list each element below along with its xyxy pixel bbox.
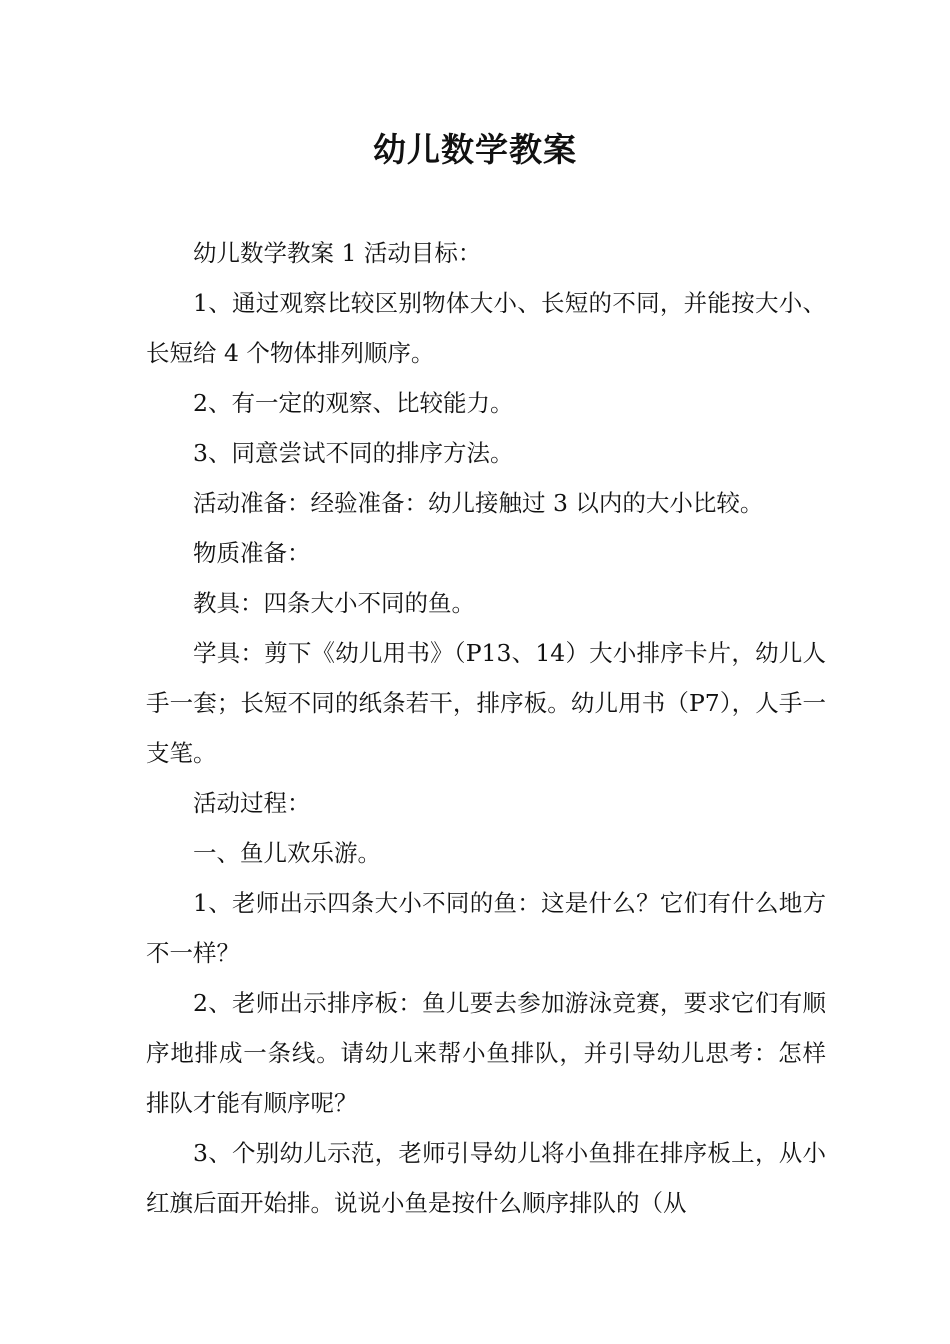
paragraph-goal-2: 2、有一定的观察、比较能力。 (193, 389, 514, 417)
paragraph-process-heading: 活动过程： (193, 789, 311, 817)
paragraph-material-heading: 物质准备： (193, 539, 311, 567)
paragraph-goal-1: 1、通过观察比较区别物体大小、长短的不同，并能按大小、长短给 4 个物体排列顺序。 (146, 289, 826, 367)
paragraph-section-1: 一、鱼儿欢乐游。 (193, 839, 381, 867)
paragraph-preparation: 活动准备：经验准备：幼儿接触过 3 以内的大小比较。 (193, 489, 764, 517)
paragraph-step-2: 2、老师出示排序板：鱼儿要去参加游泳竞赛，要求它们有顺序地排成一条线。请幼儿来帮小鱼排队，并引导幼儿思考：怎样排队才能有顺序呢？ (146, 989, 826, 1117)
paragraph-heading-goals: 幼儿数学教案 1 活动目标： (193, 239, 482, 267)
paragraph-goal-3: 3、同意尝试不同的排序方法。 (193, 439, 514, 467)
paragraph-step-3: 3、个别幼儿示范，老师引导幼儿将小鱼排在排序板上，从小红旗后面开始排。说说小鱼是按什么顺序排队的（从 (146, 1139, 826, 1217)
document-body (146, 228, 826, 1228)
paragraph-step-1: 1、老师出示四条大小不同的鱼：这是什么？它们有什么地方不一样？ (146, 889, 826, 967)
document-title: 幼儿数学教案 (373, 130, 577, 169)
paragraph-teaching-aids: 教具：四条大小不同的鱼。 (193, 589, 475, 617)
paragraph-learning-aids: 学具：剪下《幼儿用书》（P13、14）大小排序卡片，幼儿人手一套；长短不同的纸条若干，排序板。幼儿用书（P7），人手一支笔。 (146, 639, 826, 767)
